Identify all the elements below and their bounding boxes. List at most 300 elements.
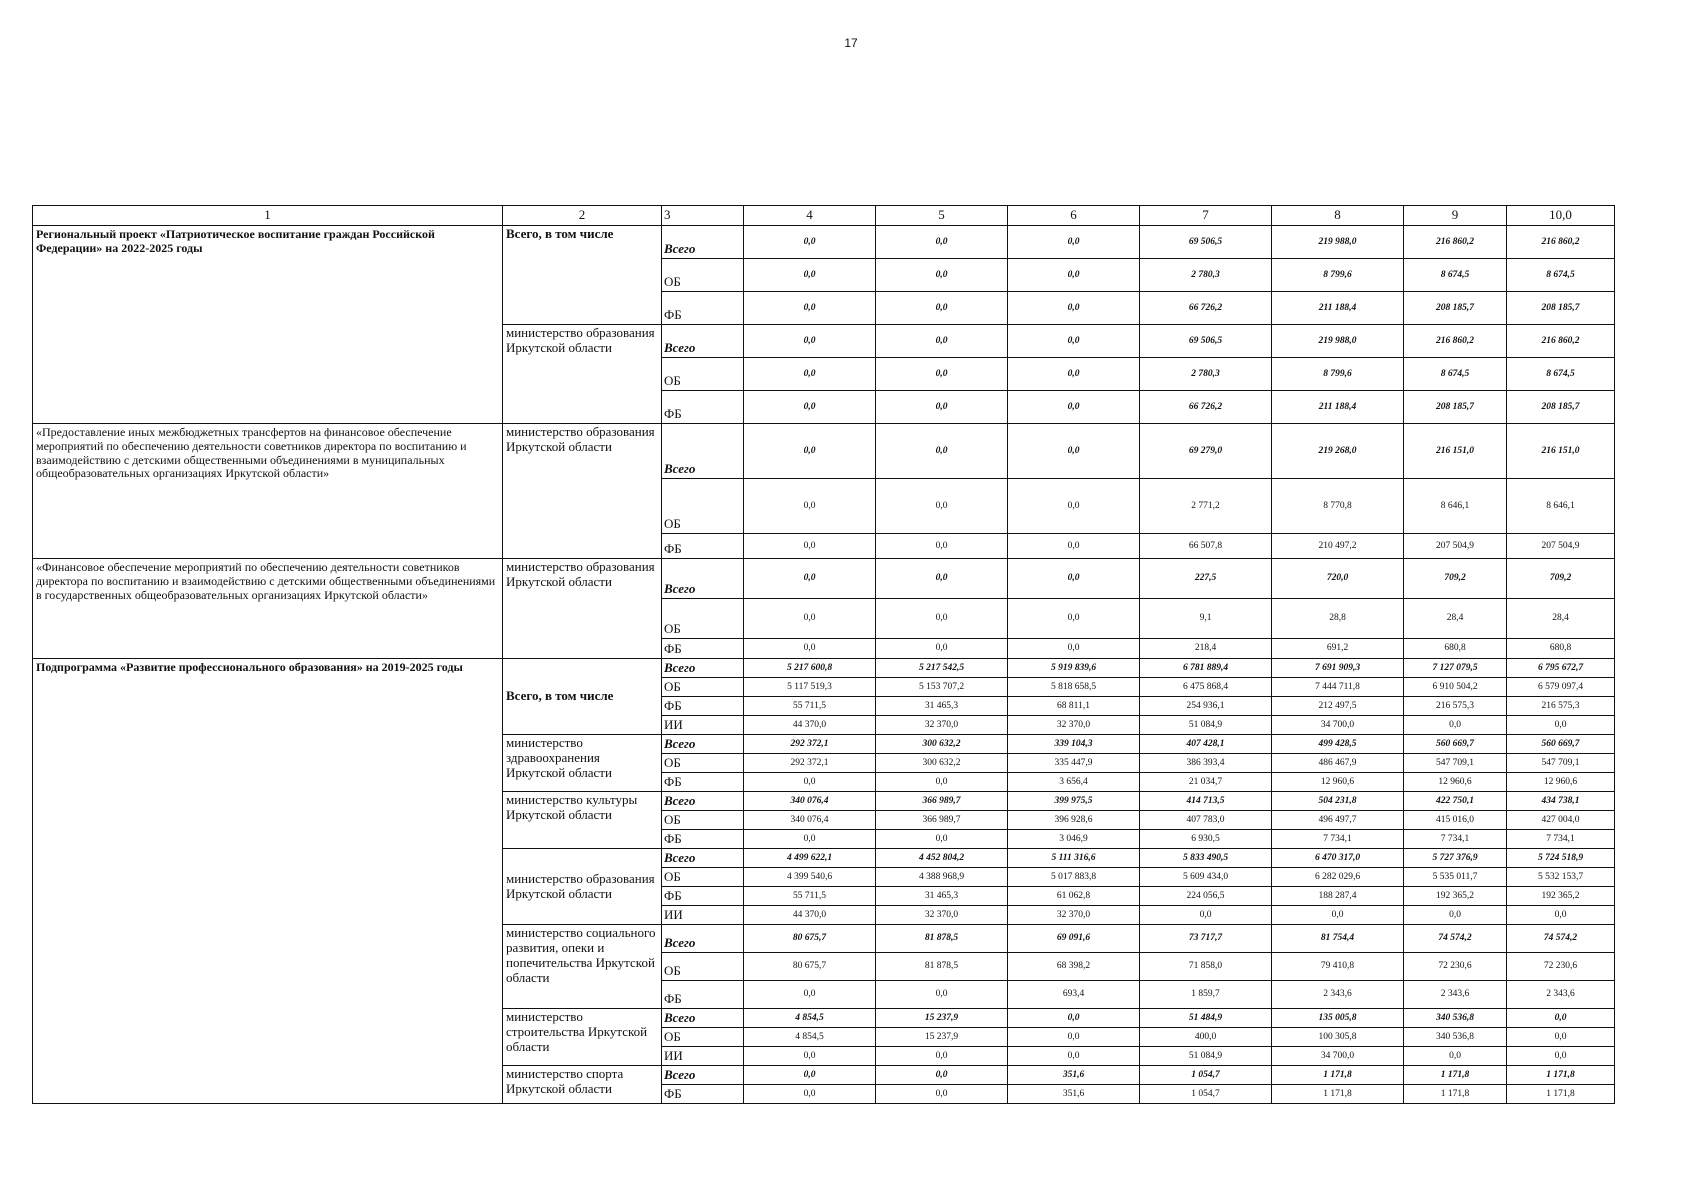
value-cell: 219 988,0 <box>1272 226 1404 259</box>
source-cell: ИИ <box>662 716 744 735</box>
value-cell: 340 536,8 <box>1404 1009 1507 1028</box>
value-cell: 693,4 <box>1008 981 1140 1009</box>
value-cell: 0,0 <box>744 599 876 639</box>
source-cell: ОБ <box>662 811 744 830</box>
value-cell: 351,6 <box>1008 1066 1140 1085</box>
value-cell: 0,0 <box>1008 1009 1140 1028</box>
executor-name: министерство образования Иркутской области <box>503 849 662 925</box>
value-cell: 1 171,8 <box>1507 1085 1615 1104</box>
value-cell: 422 750,1 <box>1404 792 1507 811</box>
value-cell: 0,0 <box>744 1047 876 1066</box>
value-cell: 0,0 <box>876 599 1008 639</box>
value-cell: 8 674,5 <box>1404 358 1507 391</box>
value-cell: 1 054,7 <box>1140 1085 1272 1104</box>
program-name: «Предоставление иных межбюджетных трансфертов на финансовое обеспечение мероприятий по обеспечению деятельности советников директора по воспитанию и взаимодействию с детскими общественными объединениями в муниципальных общеобразовательных организациях Иркутской области» <box>33 424 503 559</box>
value-cell: 0,0 <box>744 479 876 534</box>
value-cell: 486 467,9 <box>1272 754 1404 773</box>
value-cell: 212 497,5 <box>1272 697 1404 716</box>
value-cell: 0,0 <box>744 1066 876 1085</box>
value-cell: 386 393,4 <box>1140 754 1272 773</box>
source-cell: ФБ <box>662 830 744 849</box>
source-cell: Всего <box>662 659 744 678</box>
value-cell: 28,4 <box>1404 599 1507 639</box>
value-cell: 0,0 <box>1008 1028 1140 1047</box>
value-cell: 5 111 316,6 <box>1008 849 1140 868</box>
value-cell: 2 343,6 <box>1404 981 1507 1009</box>
value-cell: 216 151,0 <box>1507 424 1615 479</box>
value-cell: 74 574,2 <box>1507 925 1615 953</box>
value-cell: 1 171,8 <box>1404 1066 1507 1085</box>
value-cell: 227,5 <box>1140 559 1272 599</box>
value-cell: 81 754,4 <box>1272 925 1404 953</box>
value-cell: 0,0 <box>876 259 1008 292</box>
value-cell: 8 646,1 <box>1404 479 1507 534</box>
value-cell: 0,0 <box>1008 559 1140 599</box>
value-cell: 0,0 <box>1140 906 1272 925</box>
value-cell: 407 428,1 <box>1140 735 1272 754</box>
value-cell: 8 674,5 <box>1404 259 1507 292</box>
value-cell: 74 574,2 <box>1404 925 1507 953</box>
source-cell: ФБ <box>662 773 744 792</box>
executor-name: министерство спорта Иркутской области <box>503 1066 662 1104</box>
source-cell: ОБ <box>662 754 744 773</box>
source-cell: ОБ <box>662 953 744 981</box>
value-cell: 0,0 <box>744 325 876 358</box>
value-cell: 5 609 434,0 <box>1140 868 1272 887</box>
value-cell: 366 989,7 <box>876 792 1008 811</box>
value-cell: 69 279,0 <box>1140 424 1272 479</box>
value-cell: 0,0 <box>1507 1009 1615 1028</box>
value-cell: 7 691 909,3 <box>1272 659 1404 678</box>
value-cell: 6 470 317,0 <box>1272 849 1404 868</box>
value-cell: 73 717,7 <box>1140 925 1272 953</box>
value-cell: 434 738,1 <box>1507 792 1615 811</box>
value-cell: 32 370,0 <box>1008 716 1140 735</box>
value-cell: 351,6 <box>1008 1085 1140 1104</box>
value-cell: 5 727 376,9 <box>1404 849 1507 868</box>
header-cell: 6 <box>1008 206 1140 226</box>
value-cell: 192 365,2 <box>1507 887 1615 906</box>
value-cell: 69 506,5 <box>1140 226 1272 259</box>
value-cell: 5 535 011,7 <box>1404 868 1507 887</box>
value-cell: 2 780,3 <box>1140 259 1272 292</box>
value-cell: 4 388 968,9 <box>876 868 1008 887</box>
source-cell: Всего <box>662 849 744 868</box>
value-cell: 0,0 <box>1008 292 1140 325</box>
header-cell: 8 <box>1272 206 1404 226</box>
budget-table <box>32 205 1615 1104</box>
source-cell: ИИ <box>662 1047 744 1066</box>
value-cell: 34 700,0 <box>1272 1047 1404 1066</box>
value-cell: 5 818 658,5 <box>1008 678 1140 697</box>
value-cell: 3 046,9 <box>1008 830 1140 849</box>
table-row <box>33 424 1615 479</box>
value-cell: 7 734,1 <box>1507 830 1615 849</box>
value-cell: 0,0 <box>1507 716 1615 735</box>
source-cell: ОБ <box>662 678 744 697</box>
value-cell: 100 305,8 <box>1272 1028 1404 1047</box>
value-cell: 0,0 <box>876 325 1008 358</box>
value-cell: 44 370,0 <box>744 716 876 735</box>
value-cell: 68 398,2 <box>1008 953 1140 981</box>
value-cell: 0,0 <box>1008 479 1140 534</box>
source-cell: Всего <box>662 1066 744 1085</box>
value-cell: 55 711,5 <box>744 697 876 716</box>
value-cell: 55 711,5 <box>744 887 876 906</box>
value-cell: 496 497,7 <box>1272 811 1404 830</box>
value-cell: 0,0 <box>1008 424 1140 479</box>
value-cell: 51 484,9 <box>1140 1009 1272 1028</box>
value-cell: 4 399 540,6 <box>744 868 876 887</box>
value-cell: 680,8 <box>1507 639 1615 659</box>
value-cell: 292 372,1 <box>744 754 876 773</box>
value-cell: 396 928,6 <box>1008 811 1140 830</box>
value-cell: 0,0 <box>876 226 1008 259</box>
value-cell: 69 506,5 <box>1140 325 1272 358</box>
value-cell: 211 188,4 <box>1272 391 1404 424</box>
value-cell: 335 447,9 <box>1008 754 1140 773</box>
header-cell: 7 <box>1140 206 1272 226</box>
header-cell: 2 <box>503 206 662 226</box>
value-cell: 340 076,4 <box>744 811 876 830</box>
program-name: Региональный проект «Патриотическое воспитание граждан Российской Федерации» на 2022-2025 годы <box>33 226 503 424</box>
value-cell: 504 231,8 <box>1272 792 1404 811</box>
value-cell: 0,0 <box>744 639 876 659</box>
source-cell: Всего <box>662 792 744 811</box>
value-cell: 0,0 <box>1507 906 1615 925</box>
value-cell: 680,8 <box>1404 639 1507 659</box>
value-cell: 8 799,6 <box>1272 358 1404 391</box>
value-cell: 4 452 804,2 <box>876 849 1008 868</box>
value-cell: 8 799,6 <box>1272 259 1404 292</box>
value-cell: 7 444 711,8 <box>1272 678 1404 697</box>
table-row <box>33 659 1615 678</box>
value-cell: 81 878,5 <box>876 953 1008 981</box>
value-cell: 12 960,6 <box>1507 773 1615 792</box>
executor-name: министерство образования Иркутской области <box>503 559 662 659</box>
executor-name: министерство социального развития, опеки и попечительства Иркутской области <box>503 925 662 1009</box>
header-cell: 10,0 <box>1507 206 1615 226</box>
program-name: «Финансовое обеспечение мероприятий по обеспечению деятельности советников директора по воспитанию и взаимодействию с детскими общественными объединениями в государственных общеобразовательных организациях Иркутской области» <box>33 559 503 659</box>
source-cell: Всего <box>662 925 744 953</box>
source-cell: ФБ <box>662 887 744 906</box>
value-cell: 0,0 <box>1008 639 1140 659</box>
value-cell: 5 217 542,5 <box>876 659 1008 678</box>
header-cell: 1 <box>33 206 503 226</box>
value-cell: 414 713,5 <box>1140 792 1272 811</box>
value-cell: 0,0 <box>1404 1047 1507 1066</box>
source-cell: ФБ <box>662 639 744 659</box>
value-cell: 5 217 600,8 <box>744 659 876 678</box>
executor-name: министерство образования Иркутской области <box>503 325 662 424</box>
value-cell: 9,1 <box>1140 599 1272 639</box>
source-cell: ФБ <box>662 391 744 424</box>
value-cell: 0,0 <box>1008 599 1140 639</box>
value-cell: 1 859,7 <box>1140 981 1272 1009</box>
value-cell: 1 171,8 <box>1404 1085 1507 1104</box>
value-cell: 6 781 889,4 <box>1140 659 1272 678</box>
header-cell: 5 <box>876 206 1008 226</box>
value-cell: 0,0 <box>1008 325 1140 358</box>
program-name: Подпрограмма «Развитие профессионального образования» на 2019-2025 годы <box>33 659 503 1104</box>
value-cell: 216 860,2 <box>1507 226 1615 259</box>
source-cell: ОБ <box>662 479 744 534</box>
value-cell: 219 268,0 <box>1272 424 1404 479</box>
value-cell: 5 724 518,9 <box>1507 849 1615 868</box>
value-cell: 66 507,8 <box>1140 534 1272 559</box>
value-cell: 32 370,0 <box>876 716 1008 735</box>
value-cell: 0,0 <box>1008 226 1140 259</box>
value-cell: 31 465,3 <box>876 697 1008 716</box>
value-cell: 6 930,5 <box>1140 830 1272 849</box>
value-cell: 1 171,8 <box>1507 1066 1615 1085</box>
value-cell: 0,0 <box>1008 259 1140 292</box>
value-cell: 7 734,1 <box>1404 830 1507 849</box>
value-cell: 0,0 <box>1507 1047 1615 1066</box>
executor-name: Всего, в том числе <box>503 659 662 735</box>
value-cell: 208 185,7 <box>1404 391 1507 424</box>
value-cell: 5 017 883,8 <box>1008 868 1140 887</box>
value-cell: 72 230,6 <box>1404 953 1507 981</box>
value-cell: 0,0 <box>876 292 1008 325</box>
value-cell: 0,0 <box>876 559 1008 599</box>
value-cell: 0,0 <box>1272 906 1404 925</box>
value-cell: 6 910 504,2 <box>1404 678 1507 697</box>
value-cell: 300 632,2 <box>876 735 1008 754</box>
value-cell: 0,0 <box>1008 1047 1140 1066</box>
executor-name: Всего, в том числе <box>503 226 662 325</box>
value-cell: 28,8 <box>1272 599 1404 639</box>
value-cell: 709,2 <box>1507 559 1615 599</box>
value-cell: 0,0 <box>1008 358 1140 391</box>
value-cell: 0,0 <box>744 534 876 559</box>
table-row <box>33 226 1615 259</box>
value-cell: 0,0 <box>744 259 876 292</box>
value-cell: 6 282 029,6 <box>1272 868 1404 887</box>
value-cell: 0,0 <box>744 1085 876 1104</box>
value-cell: 407 783,0 <box>1140 811 1272 830</box>
value-cell: 6 579 097,4 <box>1507 678 1615 697</box>
value-cell: 135 005,8 <box>1272 1009 1404 1028</box>
executor-name: министерство строительства Иркутской области <box>503 1009 662 1066</box>
value-cell: 0,0 <box>744 292 876 325</box>
value-cell: 216 151,0 <box>1404 424 1507 479</box>
value-cell: 7 734,1 <box>1272 830 1404 849</box>
source-cell: ФБ <box>662 1085 744 1104</box>
value-cell: 0,0 <box>876 773 1008 792</box>
value-cell: 216 860,2 <box>1404 325 1507 358</box>
header-row <box>33 206 1615 226</box>
source-cell: ОБ <box>662 259 744 292</box>
value-cell: 216 860,2 <box>1507 325 1615 358</box>
value-cell: 0,0 <box>744 358 876 391</box>
value-cell: 0,0 <box>744 773 876 792</box>
source-cell: ФБ <box>662 697 744 716</box>
value-cell: 1 171,8 <box>1272 1085 1404 1104</box>
value-cell: 499 428,5 <box>1272 735 1404 754</box>
value-cell: 81 878,5 <box>876 925 1008 953</box>
value-cell: 691,2 <box>1272 639 1404 659</box>
value-cell: 415 016,0 <box>1404 811 1507 830</box>
value-cell: 0,0 <box>1008 534 1140 559</box>
value-cell: 0,0 <box>876 1085 1008 1104</box>
source-cell: ФБ <box>662 534 744 559</box>
value-cell: 292 372,1 <box>744 735 876 754</box>
value-cell: 0,0 <box>876 981 1008 1009</box>
value-cell: 340 536,8 <box>1404 1028 1507 1047</box>
value-cell: 216 575,3 <box>1404 697 1507 716</box>
value-cell: 0,0 <box>1008 391 1140 424</box>
value-cell: 4 854,5 <box>744 1009 876 1028</box>
value-cell: 4 854,5 <box>744 1028 876 1047</box>
value-cell: 0,0 <box>876 1047 1008 1066</box>
value-cell: 0,0 <box>876 424 1008 479</box>
value-cell: 21 034,7 <box>1140 773 1272 792</box>
value-cell: 0,0 <box>744 424 876 479</box>
value-cell: 51 084,9 <box>1140 1047 1272 1066</box>
source-cell: Всего <box>662 325 744 358</box>
value-cell: 80 675,7 <box>744 925 876 953</box>
value-cell: 560 669,7 <box>1507 735 1615 754</box>
source-cell: ФБ <box>662 981 744 1009</box>
value-cell: 5 117 519,3 <box>744 678 876 697</box>
value-cell: 5 833 490,5 <box>1140 849 1272 868</box>
value-cell: 300 632,2 <box>876 754 1008 773</box>
value-cell: 2 343,6 <box>1272 981 1404 1009</box>
value-cell: 71 858,0 <box>1140 953 1272 981</box>
value-cell: 208 185,7 <box>1507 391 1615 424</box>
value-cell: 207 504,9 <box>1507 534 1615 559</box>
value-cell: 0,0 <box>744 559 876 599</box>
value-cell: 208 185,7 <box>1507 292 1615 325</box>
value-cell: 32 370,0 <box>876 906 1008 925</box>
value-cell: 34 700,0 <box>1272 716 1404 735</box>
value-cell: 3 656,4 <box>1008 773 1140 792</box>
value-cell: 80 675,7 <box>744 953 876 981</box>
value-cell: 28,4 <box>1507 599 1615 639</box>
value-cell: 66 726,2 <box>1140 292 1272 325</box>
value-cell: 0,0 <box>876 830 1008 849</box>
header-cell: 4 <box>744 206 876 226</box>
value-cell: 0,0 <box>744 981 876 1009</box>
source-cell: Всего <box>662 1009 744 1028</box>
value-cell: 15 237,9 <box>876 1028 1008 1047</box>
page-number: 17 <box>844 36 858 50</box>
source-cell: Всего <box>662 424 744 479</box>
value-cell: 0,0 <box>744 830 876 849</box>
value-cell: 366 989,7 <box>876 811 1008 830</box>
value-cell: 6 795 672,7 <box>1507 659 1615 678</box>
value-cell: 211 188,4 <box>1272 292 1404 325</box>
value-cell: 44 370,0 <box>744 906 876 925</box>
value-cell: 15 237,9 <box>876 1009 1008 1028</box>
source-cell: ИИ <box>662 906 744 925</box>
header-cell: 3 <box>662 206 744 226</box>
value-cell: 210 497,2 <box>1272 534 1404 559</box>
value-cell: 427 004,0 <box>1507 811 1615 830</box>
value-cell: 0,0 <box>876 534 1008 559</box>
source-cell: Всего <box>662 735 744 754</box>
source-cell: ФБ <box>662 292 744 325</box>
value-cell: 4 499 622,1 <box>744 849 876 868</box>
value-cell: 547 709,1 <box>1507 754 1615 773</box>
value-cell: 709,2 <box>1404 559 1507 599</box>
value-cell: 0,0 <box>876 479 1008 534</box>
value-cell: 339 104,3 <box>1008 735 1140 754</box>
value-cell: 2 343,6 <box>1507 981 1615 1009</box>
source-cell: Всего <box>662 559 744 599</box>
value-cell: 0,0 <box>876 358 1008 391</box>
value-cell: 69 091,6 <box>1008 925 1140 953</box>
value-cell: 720,0 <box>1272 559 1404 599</box>
value-cell: 0,0 <box>876 639 1008 659</box>
value-cell: 72 230,6 <box>1507 953 1615 981</box>
value-cell: 2 780,3 <box>1140 358 1272 391</box>
value-cell: 2 771,2 <box>1140 479 1272 534</box>
value-cell: 5 532 153,7 <box>1507 868 1615 887</box>
value-cell: 66 726,2 <box>1140 391 1272 424</box>
source-cell: ОБ <box>662 1028 744 1047</box>
value-cell: 0,0 <box>1404 716 1507 735</box>
value-cell: 51 084,9 <box>1140 716 1272 735</box>
value-cell: 31 465,3 <box>876 887 1008 906</box>
value-cell: 0,0 <box>876 391 1008 424</box>
value-cell: 7 127 079,5 <box>1404 659 1507 678</box>
source-cell: ОБ <box>662 358 744 391</box>
value-cell: 68 811,1 <box>1008 697 1140 716</box>
value-cell: 0,0 <box>1404 906 1507 925</box>
value-cell: 8 674,5 <box>1507 358 1615 391</box>
value-cell: 560 669,7 <box>1404 735 1507 754</box>
source-cell: Всего <box>662 226 744 259</box>
value-cell: 188 287,4 <box>1272 887 1404 906</box>
executor-name: министерство культуры Иркутской области <box>503 792 662 849</box>
value-cell: 1 171,8 <box>1272 1066 1404 1085</box>
value-cell: 224 056,5 <box>1140 887 1272 906</box>
value-cell: 0,0 <box>876 1066 1008 1085</box>
value-cell: 8 674,5 <box>1507 259 1615 292</box>
value-cell: 192 365,2 <box>1404 887 1507 906</box>
value-cell: 216 860,2 <box>1404 226 1507 259</box>
value-cell: 0,0 <box>744 391 876 424</box>
value-cell: 5 919 839,6 <box>1008 659 1140 678</box>
value-cell: 254 936,1 <box>1140 697 1272 716</box>
source-cell: ОБ <box>662 599 744 639</box>
value-cell: 216 575,3 <box>1507 697 1615 716</box>
value-cell: 8 646,1 <box>1507 479 1615 534</box>
value-cell: 340 076,4 <box>744 792 876 811</box>
value-cell: 79 410,8 <box>1272 953 1404 981</box>
value-cell: 12 960,6 <box>1272 773 1404 792</box>
value-cell: 6 475 868,4 <box>1140 678 1272 697</box>
value-cell: 399 975,5 <box>1008 792 1140 811</box>
value-cell: 208 185,7 <box>1404 292 1507 325</box>
value-cell: 219 988,0 <box>1272 325 1404 358</box>
executor-name: министерство образования Иркутской области <box>503 424 662 559</box>
value-cell: 32 370,0 <box>1008 906 1140 925</box>
value-cell: 5 153 707,2 <box>876 678 1008 697</box>
value-cell: 207 504,9 <box>1404 534 1507 559</box>
header-cell: 9 <box>1404 206 1507 226</box>
value-cell: 1 054,7 <box>1140 1066 1272 1085</box>
value-cell: 61 062,8 <box>1008 887 1140 906</box>
value-cell: 0,0 <box>744 226 876 259</box>
executor-name: министерство здравоохранения Иркутской области <box>503 735 662 792</box>
value-cell: 400,0 <box>1140 1028 1272 1047</box>
value-cell: 12 960,6 <box>1404 773 1507 792</box>
value-cell: 0,0 <box>1507 1028 1615 1047</box>
value-cell: 218,4 <box>1140 639 1272 659</box>
